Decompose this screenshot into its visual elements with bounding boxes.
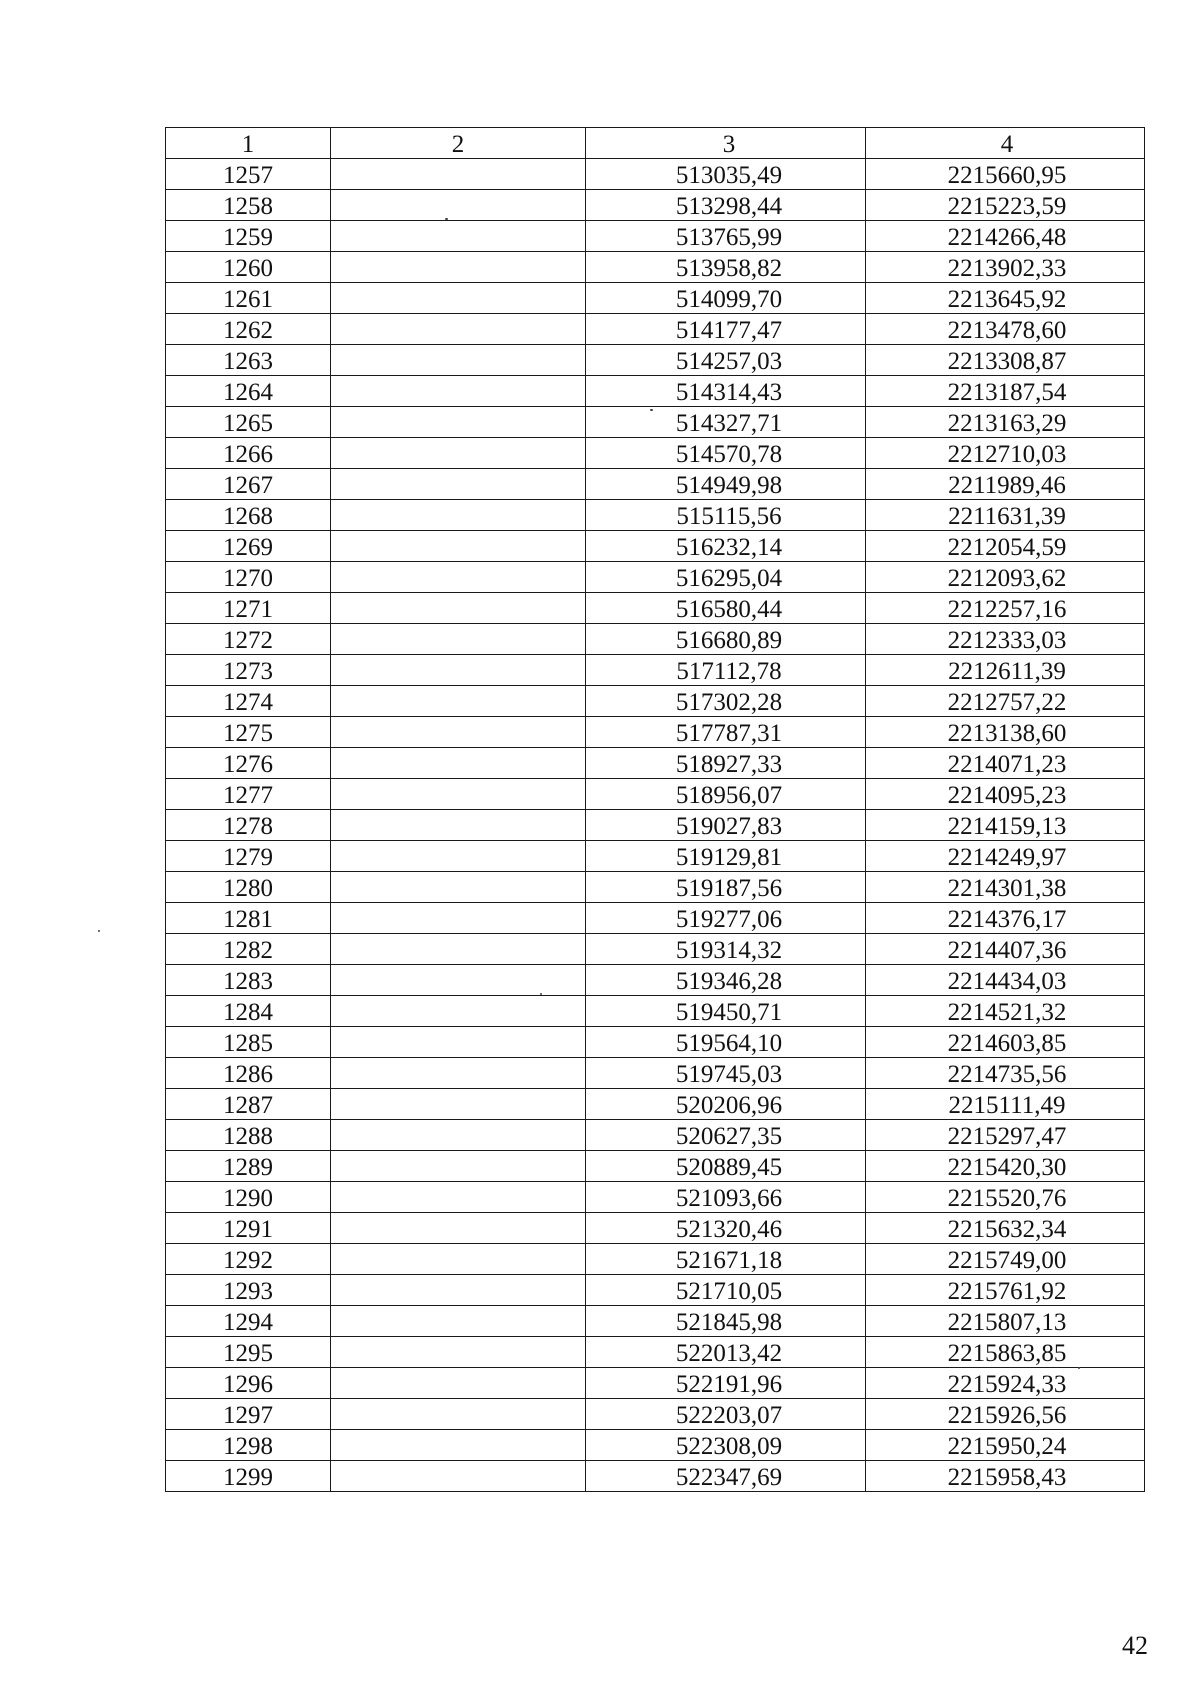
table-cell-col-3: 513958,82	[586, 252, 866, 283]
table-row	[166, 159, 1145, 190]
table-cell-col-4: 2214071,23	[866, 748, 1145, 779]
table-cell-col-1: 1293	[166, 1275, 331, 1306]
table-cell-col-1: 1275	[166, 717, 331, 748]
coordinates-table	[165, 127, 1145, 1492]
table-cell-col-4: 2215660,95	[866, 159, 1145, 190]
table-cell-col-1: 1268	[166, 500, 331, 531]
table-cell-col-3: 520627,35	[586, 1120, 866, 1151]
table-cell-col-3: 520889,45	[586, 1151, 866, 1182]
table-cell-col-2	[331, 934, 586, 965]
table-cell-col-2	[331, 531, 586, 562]
table-cell-col-2	[331, 1275, 586, 1306]
table-cell-col-4: 2214266,48	[866, 221, 1145, 252]
table-cell-col-3: 520206,96	[586, 1089, 866, 1120]
table-cell-col-3: 522203,07	[586, 1399, 866, 1430]
table-cell-col-1: 1271	[166, 593, 331, 624]
table-cell-col-2	[331, 841, 586, 872]
table-cell-col-1: 1284	[166, 996, 331, 1027]
scan-speck	[1078, 1367, 1080, 1369]
table-cell-col-2	[331, 1430, 586, 1461]
table-cell-col-2	[331, 1368, 586, 1399]
table-cell-col-1: 1294	[166, 1306, 331, 1337]
table-cell-col-4: 2215950,24	[866, 1430, 1145, 1461]
table-cell-col-2	[331, 345, 586, 376]
table-cell-col-3: 513298,44	[586, 190, 866, 221]
table-cell-col-2	[331, 1182, 586, 1213]
table-cell-col-4: 2213163,29	[866, 407, 1145, 438]
table-cell-col-3: 521845,98	[586, 1306, 866, 1337]
table-cell-col-4: 2212611,39	[866, 655, 1145, 686]
table-row	[166, 1213, 1145, 1244]
table-cell-col-1: 1262	[166, 314, 331, 345]
table-cell-col-1: 1258	[166, 190, 331, 221]
table-row	[166, 252, 1145, 283]
table-row	[166, 345, 1145, 376]
table-row	[166, 283, 1145, 314]
table-cell-col-4: 2215632,34	[866, 1213, 1145, 1244]
table-cell-col-3: 516232,14	[586, 531, 866, 562]
table-row	[166, 1151, 1145, 1182]
table-row	[166, 407, 1145, 438]
table-cell-col-4: 2215111,49	[866, 1089, 1145, 1120]
table-row	[166, 748, 1145, 779]
table-cell-col-4: 2214301,38	[866, 872, 1145, 903]
table-cell-col-4: 2215297,47	[866, 1120, 1145, 1151]
table-row	[166, 500, 1145, 531]
table-cell-col-4: 2211631,39	[866, 500, 1145, 531]
table-cell-col-3: 518956,07	[586, 779, 866, 810]
table-row	[166, 1461, 1145, 1492]
table-cell-col-1: 1286	[166, 1058, 331, 1089]
table-cell-col-4: 2215926,56	[866, 1399, 1145, 1430]
table-cell-col-4: 2214159,13	[866, 810, 1145, 841]
table-cell-col-3: 517112,78	[586, 655, 866, 686]
table-row	[166, 1120, 1145, 1151]
table-cell-col-4: 2214603,85	[866, 1027, 1145, 1058]
table-cell-col-3: 516580,44	[586, 593, 866, 624]
table-cell-col-1: 1278	[166, 810, 331, 841]
table-cell-col-4: 2213138,60	[866, 717, 1145, 748]
table-cell-col-4: 2214376,17	[866, 903, 1145, 934]
table-row	[166, 965, 1145, 996]
table-cell-col-3: 514570,78	[586, 438, 866, 469]
table-cell-col-4: 2214735,56	[866, 1058, 1145, 1089]
table-cell-col-3: 519564,10	[586, 1027, 866, 1058]
table-cell-col-1: 1299	[166, 1461, 331, 1492]
table-cell-col-1: 1296	[166, 1368, 331, 1399]
table-cell-col-1: 1276	[166, 748, 331, 779]
table-cell-col-2	[331, 1089, 586, 1120]
table-cell-col-1: 1295	[166, 1337, 331, 1368]
table-cell-col-4: 2212093,62	[866, 562, 1145, 593]
table-cell-col-2	[331, 252, 586, 283]
table-cell-col-4: 2212757,22	[866, 686, 1145, 717]
header-cell-1: 1	[166, 128, 331, 159]
table-row	[166, 686, 1145, 717]
table-cell-col-3: 519129,81	[586, 841, 866, 872]
table-cell-col-1: 1274	[166, 686, 331, 717]
table-row	[166, 438, 1145, 469]
table-cell-col-2	[331, 717, 586, 748]
table-cell-col-2	[331, 1027, 586, 1058]
table-cell-col-2	[331, 190, 586, 221]
table-cell-col-3: 517302,28	[586, 686, 866, 717]
table-cell-col-1: 1272	[166, 624, 331, 655]
table-cell-col-4: 2215223,59	[866, 190, 1145, 221]
table-row	[166, 779, 1145, 810]
table-cell-col-2	[331, 221, 586, 252]
table-cell-col-4: 2215761,92	[866, 1275, 1145, 1306]
table-cell-col-1: 1289	[166, 1151, 331, 1182]
table-cell-col-2	[331, 1337, 586, 1368]
table-row	[166, 1244, 1145, 1275]
table-cell-col-1: 1277	[166, 779, 331, 810]
table-cell-col-3: 519277,06	[586, 903, 866, 934]
table-header	[166, 128, 1145, 159]
table-cell-col-3: 521710,05	[586, 1275, 866, 1306]
table-cell-col-1: 1264	[166, 376, 331, 407]
table-cell-col-2	[331, 655, 586, 686]
table-cell-col-1: 1297	[166, 1399, 331, 1430]
table-cell-col-1: 1257	[166, 159, 331, 190]
table-cell-col-2	[331, 1120, 586, 1151]
table-cell-col-2	[331, 159, 586, 190]
table-cell-col-1: 1259	[166, 221, 331, 252]
table-cell-col-3: 514949,98	[586, 469, 866, 500]
table-row	[166, 190, 1145, 221]
table-row	[166, 872, 1145, 903]
table-row	[166, 1275, 1145, 1306]
table-cell-col-4: 2213902,33	[866, 252, 1145, 283]
table-body	[166, 159, 1145, 1492]
table-cell-col-1: 1269	[166, 531, 331, 562]
table-row	[166, 1306, 1145, 1337]
page-number: 42	[1122, 1631, 1148, 1660]
table-cell-col-3: 516680,89	[586, 624, 866, 655]
table-cell-col-1: 1291	[166, 1213, 331, 1244]
table-row	[166, 903, 1145, 934]
table-cell-col-3: 519187,56	[586, 872, 866, 903]
table-cell-col-4: 2215749,00	[866, 1244, 1145, 1275]
table-cell-col-4: 2214434,03	[866, 965, 1145, 996]
table-cell-col-4: 2215420,30	[866, 1151, 1145, 1182]
table-row	[166, 624, 1145, 655]
table-cell-col-2	[331, 810, 586, 841]
table-cell-col-4: 2214407,36	[866, 934, 1145, 965]
table-cell-col-3: 515115,56	[586, 500, 866, 531]
table-row	[166, 376, 1145, 407]
table-cell-col-3: 521320,46	[586, 1213, 866, 1244]
table-cell-col-2	[331, 1399, 586, 1430]
table-cell-col-3: 516295,04	[586, 562, 866, 593]
table-cell-col-2	[331, 500, 586, 531]
table-cell-col-2	[331, 748, 586, 779]
table-cell-col-3: 514099,70	[586, 283, 866, 314]
table-cell-col-1: 1261	[166, 283, 331, 314]
table-cell-col-2	[331, 903, 586, 934]
table-cell-col-4: 2214249,97	[866, 841, 1145, 872]
table-cell-col-1: 1279	[166, 841, 331, 872]
table-cell-col-2	[331, 1058, 586, 1089]
header-cell-4: 4	[866, 128, 1145, 159]
table-cell-col-1: 1263	[166, 345, 331, 376]
table-cell-col-3: 514257,03	[586, 345, 866, 376]
table-cell-col-3: 514177,47	[586, 314, 866, 345]
table-cell-col-1: 1285	[166, 1027, 331, 1058]
table-cell-col-2	[331, 1461, 586, 1492]
table-cell-col-3: 519027,83	[586, 810, 866, 841]
table-cell-col-3: 519314,32	[586, 934, 866, 965]
scan-speck	[650, 409, 653, 411]
table-cell-col-4: 2215520,76	[866, 1182, 1145, 1213]
table-cell-col-2	[331, 1213, 586, 1244]
table-cell-col-4: 2213308,87	[866, 345, 1145, 376]
table-cell-col-2	[331, 593, 586, 624]
table-row	[166, 531, 1145, 562]
table-row	[166, 593, 1145, 624]
table-cell-col-4: 2211989,46	[866, 469, 1145, 500]
table-cell-col-2	[331, 1244, 586, 1275]
table-cell-col-4: 2213478,60	[866, 314, 1145, 345]
table-cell-col-2	[331, 469, 586, 500]
table-cell-col-4: 2215807,13	[866, 1306, 1145, 1337]
table-cell-col-4: 2212333,03	[866, 624, 1145, 655]
table-cell-col-1: 1298	[166, 1430, 331, 1461]
table-cell-col-3: 514314,43	[586, 376, 866, 407]
header-cell-2: 2	[331, 128, 586, 159]
table-cell-col-2	[331, 1306, 586, 1337]
header-row	[166, 128, 1145, 159]
table-cell-col-2	[331, 996, 586, 1027]
table-cell-col-4: 2215958,43	[866, 1461, 1145, 1492]
table-cell-col-4: 2212710,03	[866, 438, 1145, 469]
table-cell-col-2	[331, 624, 586, 655]
table-cell-col-1: 1290	[166, 1182, 331, 1213]
table-cell-col-3: 519745,03	[586, 1058, 866, 1089]
table-cell-col-3: 521671,18	[586, 1244, 866, 1275]
table-cell-col-3: 518927,33	[586, 748, 866, 779]
table-cell-col-3: 522347,69	[586, 1461, 866, 1492]
table-row	[166, 469, 1145, 500]
table-cell-col-1: 1267	[166, 469, 331, 500]
table-cell-col-2	[331, 407, 586, 438]
table-row	[166, 1027, 1145, 1058]
table-cell-col-1: 1266	[166, 438, 331, 469]
table-row	[166, 996, 1145, 1027]
table-cell-col-3: 513035,49	[586, 159, 866, 190]
table-cell-col-2	[331, 686, 586, 717]
table-row	[166, 1089, 1145, 1120]
table-cell-col-1: 1273	[166, 655, 331, 686]
table-cell-col-1: 1292	[166, 1244, 331, 1275]
table-cell-col-2	[331, 872, 586, 903]
table-cell-col-4: 2214521,32	[866, 996, 1145, 1027]
table-row	[166, 655, 1145, 686]
table-cell-col-2	[331, 438, 586, 469]
table-cell-col-1: 1287	[166, 1089, 331, 1120]
table-cell-col-3: 522013,42	[586, 1337, 866, 1368]
table-cell-col-1: 1260	[166, 252, 331, 283]
table-cell-col-3: 519346,28	[586, 965, 866, 996]
table-cell-col-2	[331, 779, 586, 810]
table-cell-col-1: 1280	[166, 872, 331, 903]
table-row	[166, 934, 1145, 965]
table-row	[166, 221, 1145, 252]
table-cell-col-4: 2212257,16	[866, 593, 1145, 624]
scan-speck	[445, 218, 448, 220]
table-row	[166, 1368, 1145, 1399]
table-cell-col-2	[331, 965, 586, 996]
table-cell-col-2	[331, 376, 586, 407]
table-cell-col-2	[331, 314, 586, 345]
table-cell-col-1: 1288	[166, 1120, 331, 1151]
header-cell-3: 3	[586, 128, 866, 159]
table-row	[166, 1399, 1145, 1430]
table-row	[166, 717, 1145, 748]
table-cell-col-4: 2215924,33	[866, 1368, 1145, 1399]
scan-speck	[540, 993, 542, 995]
table-cell-col-1: 1265	[166, 407, 331, 438]
table-cell-col-4: 2212054,59	[866, 531, 1145, 562]
table-row	[166, 314, 1145, 345]
table-cell-col-3: 514327,71	[586, 407, 866, 438]
table-cell-col-3: 519450,71	[586, 996, 866, 1027]
table-cell-col-2	[331, 1151, 586, 1182]
table-row	[166, 1430, 1145, 1461]
table-cell-col-4: 2213645,92	[866, 283, 1145, 314]
table-row	[166, 810, 1145, 841]
table-cell-col-3: 517787,31	[586, 717, 866, 748]
table-row	[166, 562, 1145, 593]
table-cell-col-3: 522308,09	[586, 1430, 866, 1461]
table-row	[166, 1182, 1145, 1213]
table-row	[166, 1058, 1145, 1089]
table-cell-col-3: 513765,99	[586, 221, 866, 252]
table-cell-col-1: 1270	[166, 562, 331, 593]
table-row	[166, 841, 1145, 872]
scan-speck	[98, 930, 100, 932]
table-cell-col-4: 2213187,54	[866, 376, 1145, 407]
table-cell-col-4: 2214095,23	[866, 779, 1145, 810]
table-cell-col-1: 1283	[166, 965, 331, 996]
table-cell-col-2	[331, 283, 586, 314]
table-cell-col-2	[331, 562, 586, 593]
table-row	[166, 1337, 1145, 1368]
table-cell-col-3: 521093,66	[586, 1182, 866, 1213]
table-cell-col-1: 1282	[166, 934, 331, 965]
table-cell-col-4: 2215863,85	[866, 1337, 1145, 1368]
table-cell-col-1: 1281	[166, 903, 331, 934]
table-cell-col-3: 522191,96	[586, 1368, 866, 1399]
